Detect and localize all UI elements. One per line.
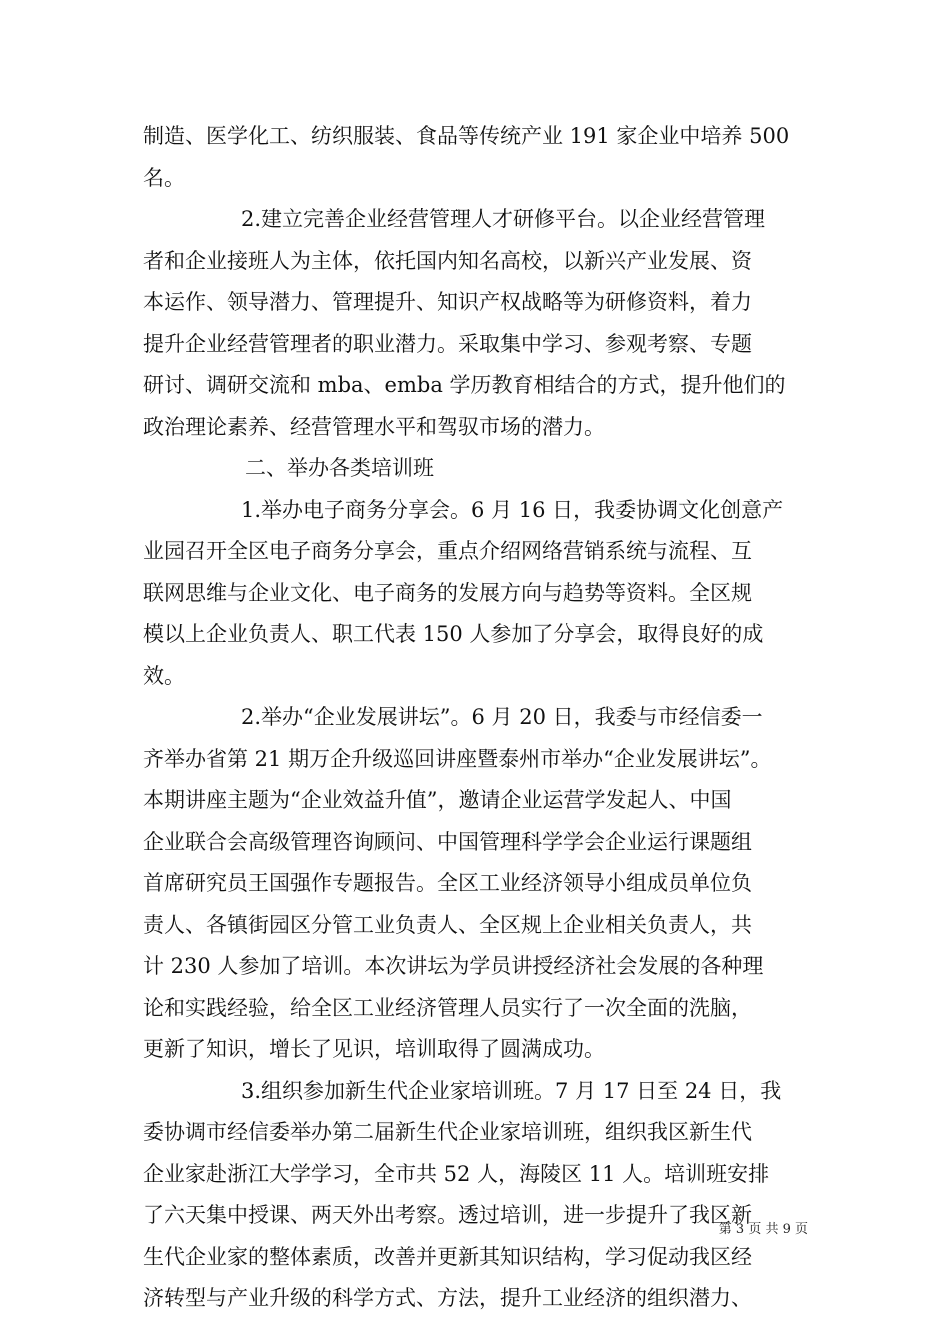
text-line: 计 230 人参加了培训。本次讲坛为学员讲授经济社会发展的各种理 — [143, 954, 764, 978]
text-line: 责人、各镇街园区分管工业负责人、全区规上企业相关负责人，共 — [143, 912, 752, 937]
page-number-footer: 第 3 页 共 9 页 — [718, 1222, 808, 1237]
section-heading: 二、举办各类培训班 — [245, 456, 434, 480]
text-line-indented: 2.建立完善企业经营管理人才研修平台。以企业经营管理 — [241, 207, 766, 231]
text-line: 企业联合会高级管理咨询顾问、中国管理科学学会企业运行课题组 — [143, 829, 752, 854]
text-line: 提升企业经营管理者的职业潜力。采取集中学习、参观考察、专题 — [143, 331, 752, 356]
text-line: 政治理论素养、经营管理水平和驾驭市场的潜力。 — [143, 414, 605, 439]
text-line: 企业家赴浙江大学学习，全市共 52 人，海陵区 11 人。培训班安排 — [143, 1161, 770, 1186]
body-text — [143, 116, 809, 1320]
text-line-indented: 2.举办“企业发展讲坛”。6 月 20 日，我委与市经信委一 — [241, 705, 763, 729]
text-line: 研讨、调研交流和 mba、emba 学历教育相结合的方式，提升他们的 — [143, 373, 786, 397]
text-line: 联网思维与企业文化、电子商务的发展方向与趋势等资料。全区规 — [143, 580, 752, 605]
text-line: 济转型与产业升级的科学方式、方法，提升工业经济的组织潜力、 — [143, 1286, 752, 1310]
text-line-indented: 3.组织参加新生代企业家培训班。7 月 17 日至 24 日，我 — [241, 1078, 782, 1103]
text-line: 了六天集中授课、两天外出考察。透过培训，进一步提升了我区新 — [143, 1203, 752, 1227]
text-line: 齐举办省第 21 期万企升级巡回讲座暨泰州市举办“企业发展讲坛”。 — [143, 746, 772, 771]
text-line: 生代企业家的整体素质，改善并更新其知识结构，学习促动我区经 — [143, 1244, 752, 1269]
text-line: 模以上企业负责人、职工代表 150 人参加了分享会，取得良好的成 — [143, 622, 764, 646]
text-line: 首席研究员王国强作专题报告。全区工业经济领导小组成员单位负 — [143, 871, 752, 895]
text-line: 更新了知识，增长了见识，培训取得了圆满成功。 — [143, 1037, 605, 1061]
text-line: 名。 — [143, 165, 185, 190]
text-line: 论和实践经验，给全区工业经济管理人员实行了一次全面的洗脑， — [143, 995, 752, 1020]
text-line: 效。 — [143, 663, 185, 688]
text-line-indented: 1.举办电子商务分享会。6 月 16 日，我委协调文化创意产 — [241, 497, 784, 522]
text-line: 本运作、领导潜力、管理提升、知识产权战略等为研修资料，着力 — [143, 290, 752, 314]
text-line: 制造、医学化工、纺织服装、食品等传统产业 191 家企业中培养 500 — [143, 124, 790, 148]
text-line: 者和企业接班人为主体，依托国内知名高校，以新兴产业发展、资 — [143, 248, 752, 273]
text-line: 委协调市经信委举办第二届新生代企业家培训班，组织我区新生代 — [143, 1120, 752, 1144]
text-line: 业园召开全区电子商务分享会，重点介绍网络营销系统与流程、互 — [143, 539, 752, 563]
text-line: 本期讲座主题为“企业效益升值”，邀请企业运营学发起人、中国 — [143, 788, 732, 812]
